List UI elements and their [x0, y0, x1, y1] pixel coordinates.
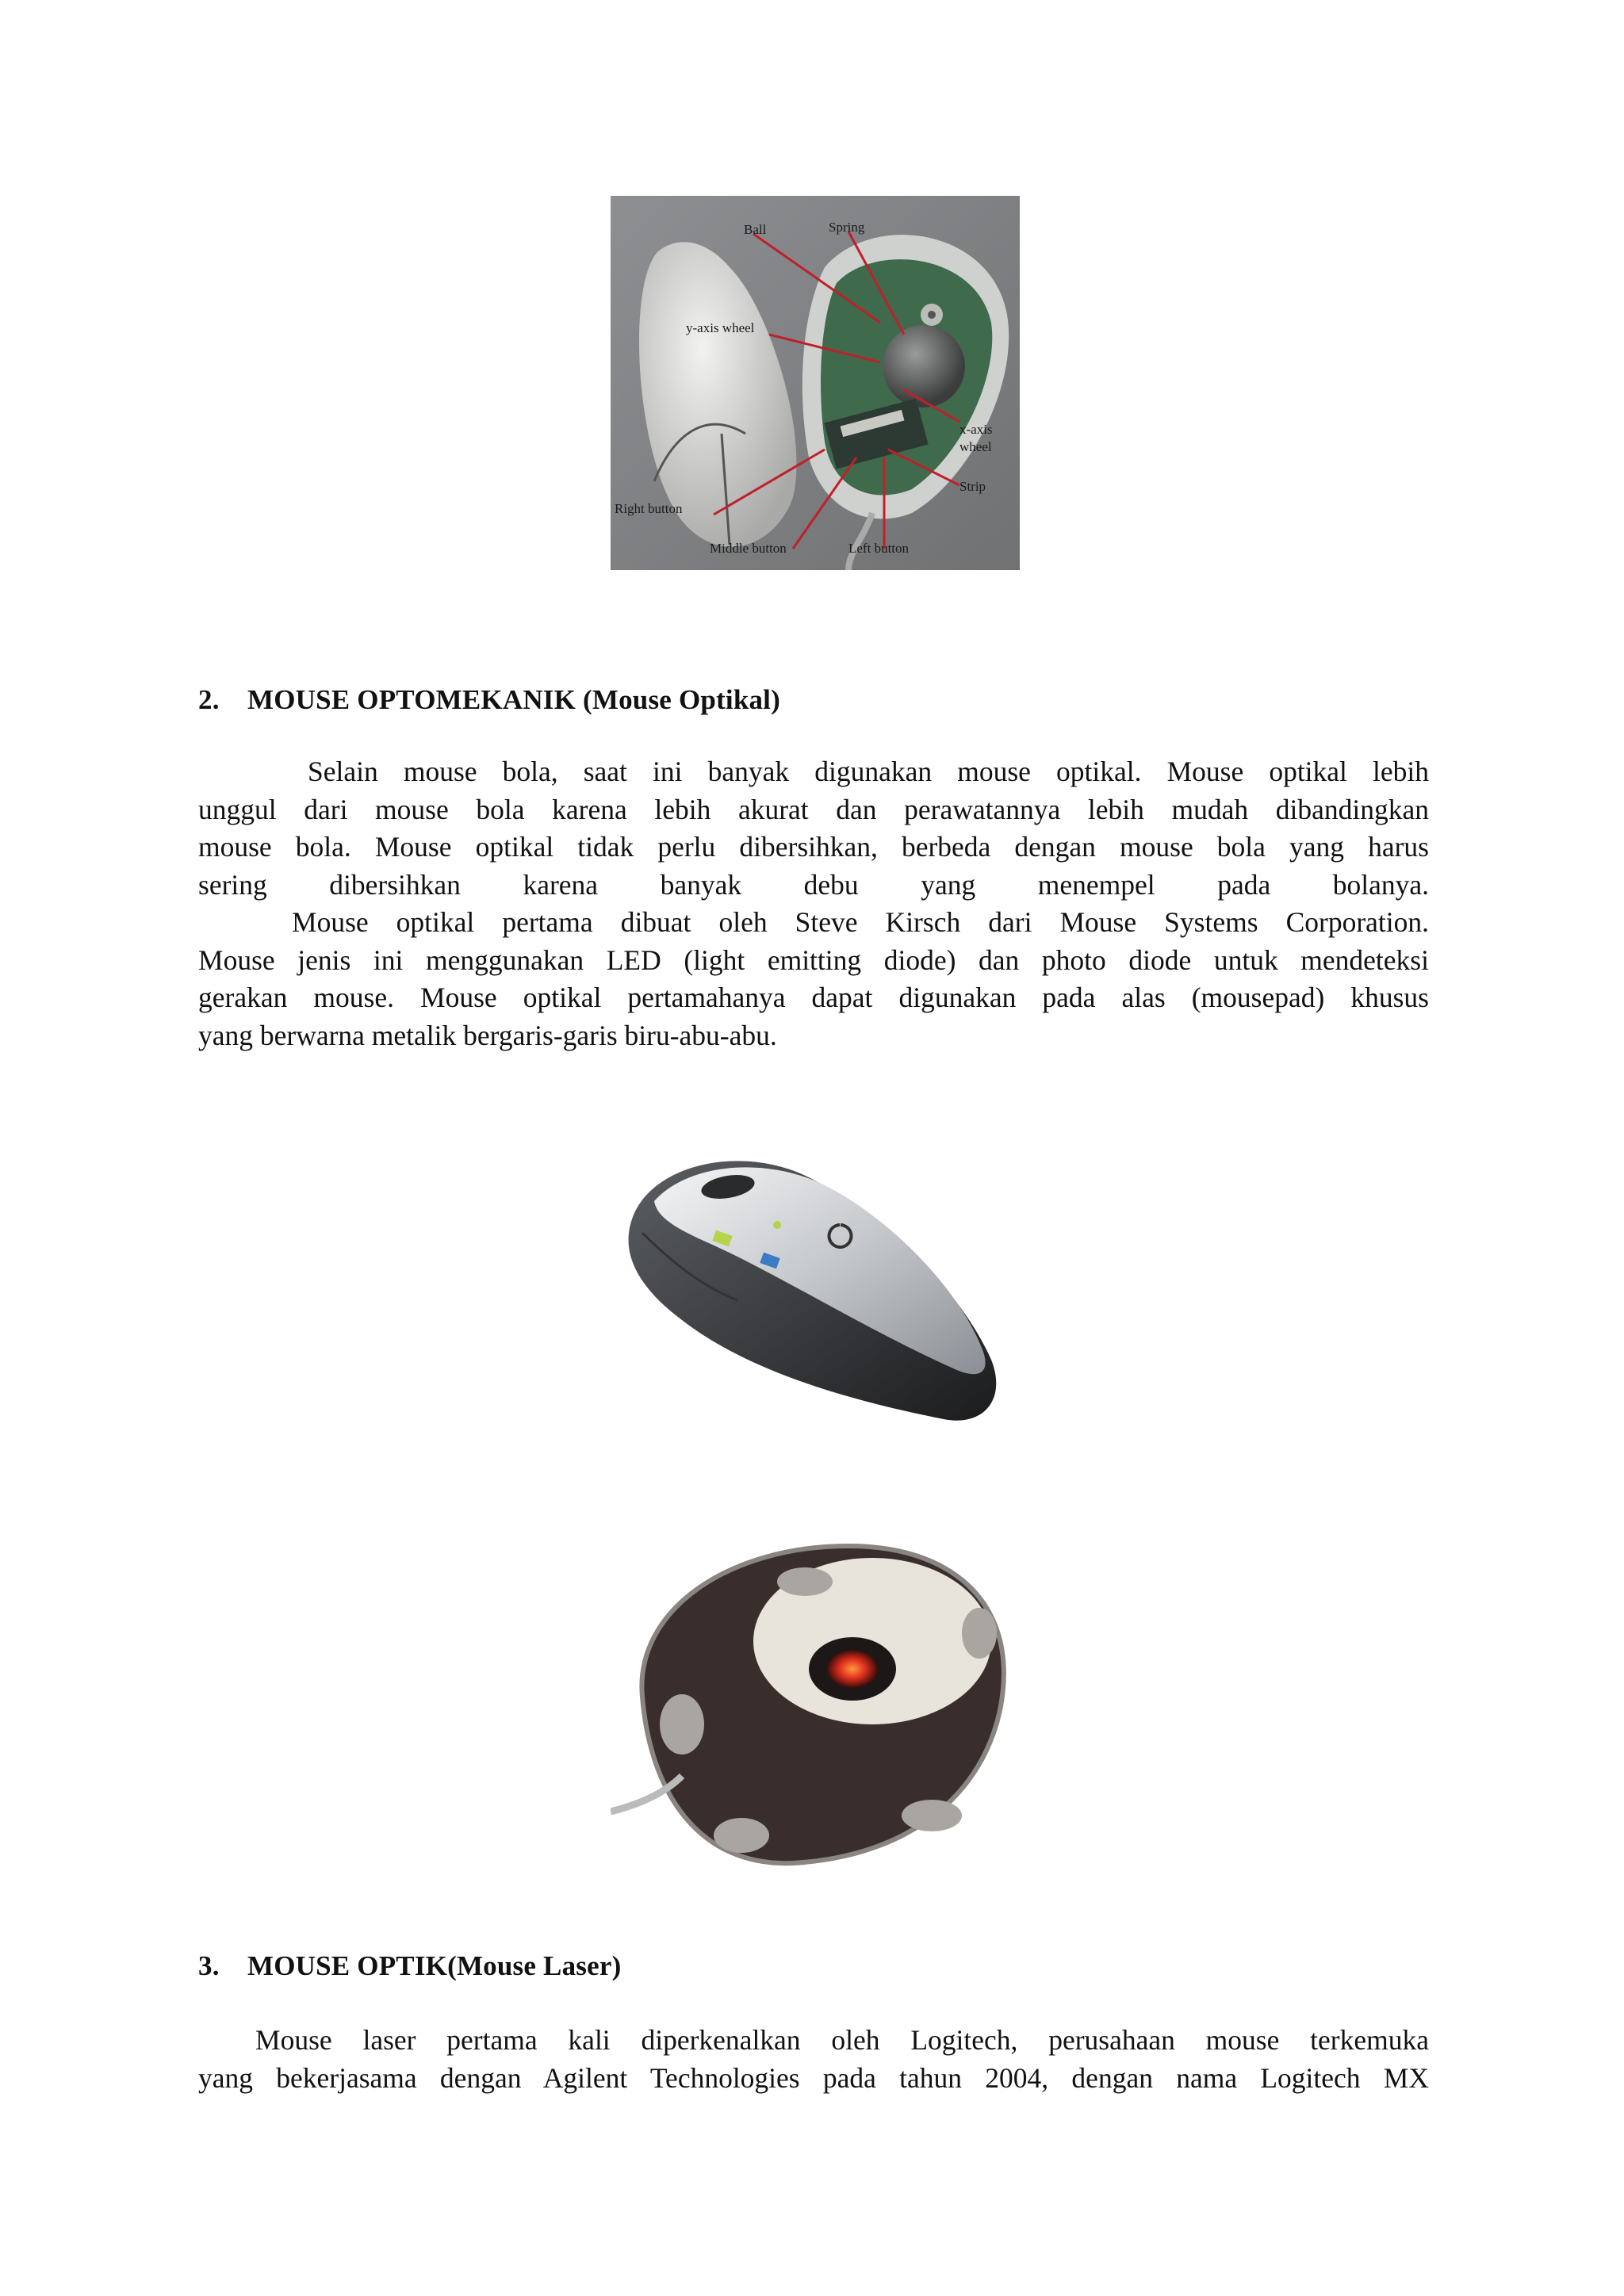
optical-sensor [827, 1650, 878, 1688]
paragraph-line: gerakan mouse. Mouse optikal pertamahanya dapat digunakan pada alas (mousepad) khusus [198, 982, 1429, 1013]
label-y-axis-wheel: y-axis wheel [686, 320, 755, 335]
section-2-title: MOUSE OPTOMEKANIK (Mouse Optikal) [247, 684, 780, 715]
label-strip: Strip [959, 479, 986, 494]
section-3-number: 3. [198, 1950, 220, 1981]
label-spring: Spring [829, 220, 865, 235]
paragraph-line: Mouse jenis ini menggunakan LED (light emitting diode) dan photo diode untuk mendeteksi [198, 943, 1429, 976]
mouse-ball [883, 325, 965, 408]
section-3-paragraph [198, 2022, 1429, 2097]
section-3-heading [198, 1950, 621, 1982]
label-x-axis-wheel: wheel [959, 439, 992, 454]
paragraph-line: yang berwarna metalik bergaris-garis biru-abu-abu. [198, 1019, 777, 1051]
paragraph-line: Mouse laser pertama kali diperkenalkan oleh Logitech, perusahaan mouse terkemuka [255, 2024, 1429, 2056]
paragraph-line: unggul dari mouse bola karena lebih akurat dan perawatannya lebih mudah dibandingkan [198, 793, 1429, 825]
section-2-heading [198, 684, 780, 716]
section-3-title: MOUSE OPTIK(Mouse Laser) [247, 1950, 622, 1981]
paragraph-line: Selain mouse bola, saat ini banyak digunakan mouse optikal. Mouse optikal lebih [308, 756, 1429, 787]
paragraph-line: sering dibersihkan karena banyak debu yang menempel pada bolanya. [198, 868, 1429, 901]
section-2-number: 2. [198, 684, 220, 715]
paragraph-line: mouse bola. Mouse optikal tidak perlu dibersihkan, berbeda dengan mouse bola yang harus [198, 831, 1429, 863]
mechanical-mouse-diagram [611, 196, 1020, 570]
label-x-axis: x-axis [959, 422, 993, 437]
label-ball: Ball [744, 222, 767, 237]
paragraph-line: yang bekerjasama dengan Agilent Technologies pada tahun 2004, dengan nama Logitech MX [198, 2061, 1429, 2094]
label-left-button: Left button [848, 541, 910, 556]
label-middle-button: Middle button [710, 541, 787, 556]
section-2-paragraph [198, 753, 1429, 1054]
paragraph-line: Mouse optikal pertama dibuat oleh Steve Kirsch dari Mouse Systems Corporation. [292, 906, 1429, 938]
label-right-button: Right button [615, 501, 683, 516]
optical-mouse-top-photo [611, 1138, 1013, 1435]
optical-mouse-bottom-photo [611, 1538, 1013, 1871]
